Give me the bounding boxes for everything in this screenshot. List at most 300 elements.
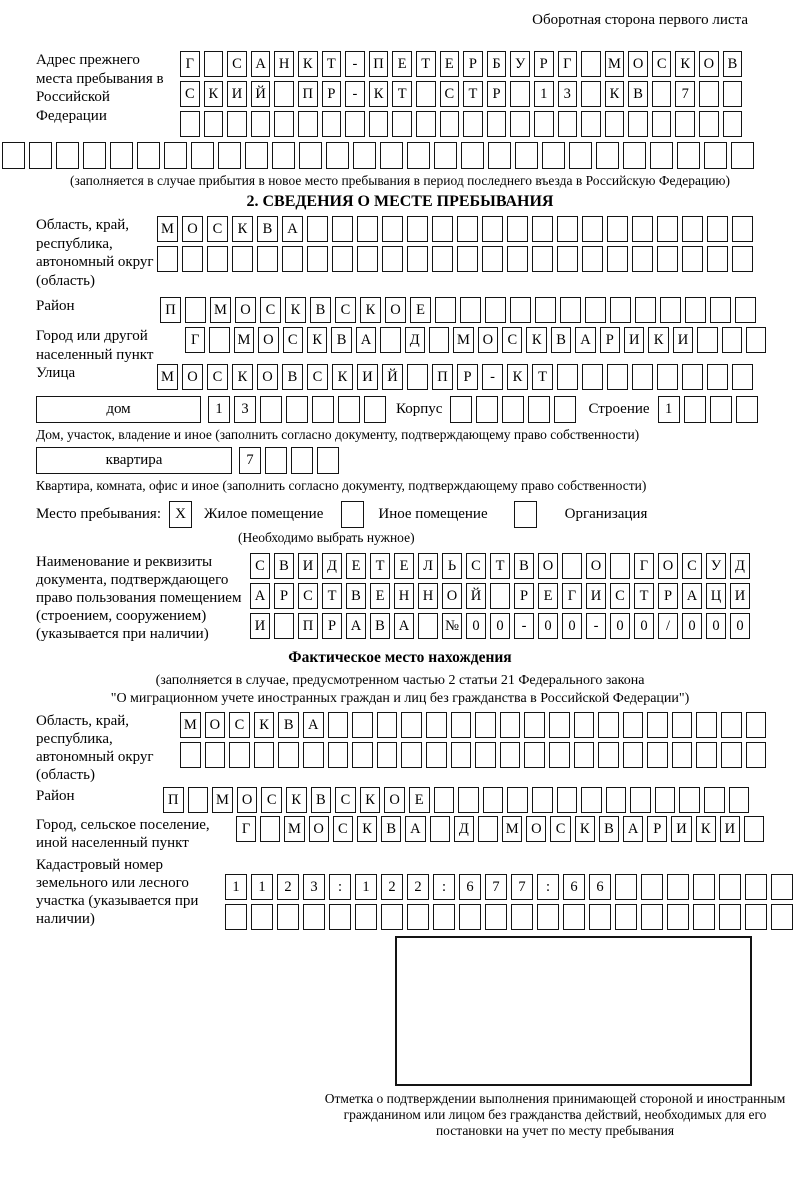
char-cell[interactable]: М — [180, 712, 201, 738]
char-cell[interactable]: 7 — [239, 447, 261, 474]
char-cell[interactable]: К — [285, 297, 306, 323]
char-cell[interactable]: Т — [490, 553, 510, 579]
char-cell[interactable]: В — [599, 816, 619, 842]
char-cell[interactable] — [719, 904, 741, 930]
char-cell[interactable]: 2 — [381, 874, 403, 900]
char-cell[interactable]: О — [586, 553, 606, 579]
char-cell[interactable] — [655, 787, 676, 813]
char-cell[interactable]: М — [605, 51, 625, 77]
char-cell[interactable] — [432, 246, 453, 272]
char-cell[interactable] — [569, 142, 592, 169]
char-cell[interactable] — [732, 246, 753, 272]
char-cell[interactable]: С — [335, 297, 356, 323]
char-cell[interactable] — [682, 246, 703, 272]
char-cell[interactable] — [260, 396, 282, 423]
char-cell[interactable] — [598, 712, 619, 738]
char-cell[interactable] — [254, 742, 275, 768]
char-cell[interactable] — [381, 904, 403, 930]
char-cell[interactable]: Й — [251, 81, 271, 107]
char-cell[interactable] — [164, 142, 187, 169]
char-cell[interactable] — [435, 297, 456, 323]
checkbox-residential[interactable]: X — [169, 501, 192, 528]
char-cell[interactable]: Е — [409, 787, 430, 813]
char-cell[interactable] — [558, 111, 578, 137]
char-cell[interactable] — [707, 216, 728, 242]
char-cell[interactable]: Т — [416, 51, 436, 77]
char-cell[interactable] — [710, 396, 732, 423]
char-cell[interactable]: Т — [322, 51, 342, 77]
char-cell[interactable] — [632, 364, 653, 390]
char-cell[interactable]: И — [720, 816, 740, 842]
char-cell[interactable]: 1 — [251, 874, 273, 900]
char-cell[interactable] — [157, 246, 178, 272]
char-cell[interactable] — [328, 712, 349, 738]
char-cell[interactable]: 0 — [562, 613, 582, 639]
char-cell[interactable]: № — [442, 613, 462, 639]
char-cell[interactable] — [632, 216, 653, 242]
char-cell[interactable]: 3 — [303, 874, 325, 900]
char-cell[interactable] — [352, 712, 373, 738]
char-cell[interactable] — [511, 904, 533, 930]
char-cell[interactable]: Е — [392, 51, 412, 77]
char-cell[interactable] — [260, 816, 280, 842]
char-cell[interactable] — [278, 742, 299, 768]
char-cell[interactable] — [482, 246, 503, 272]
char-cell[interactable] — [581, 787, 602, 813]
char-cell[interactable] — [110, 142, 133, 169]
char-cell[interactable] — [721, 712, 742, 738]
char-cell[interactable] — [557, 787, 578, 813]
char-cell[interactable] — [457, 216, 478, 242]
char-cell[interactable]: С — [682, 553, 702, 579]
char-cell[interactable]: Е — [346, 553, 366, 579]
char-cell[interactable]: 0 — [610, 613, 630, 639]
char-cell[interactable] — [615, 874, 637, 900]
char-cell[interactable]: : — [433, 874, 455, 900]
char-cell[interactable]: 1 — [658, 396, 680, 423]
char-cell[interactable]: К — [332, 364, 353, 390]
char-cell[interactable]: 6 — [563, 874, 585, 900]
char-cell[interactable] — [191, 142, 214, 169]
char-cell[interactable]: Л — [418, 553, 438, 579]
char-cell[interactable] — [463, 111, 483, 137]
char-cell[interactable] — [672, 742, 693, 768]
char-cell[interactable]: П — [432, 364, 453, 390]
char-cell[interactable]: М — [453, 327, 473, 353]
char-cell[interactable] — [615, 904, 637, 930]
char-cell[interactable] — [180, 111, 200, 137]
char-cell[interactable]: В — [551, 327, 571, 353]
char-cell[interactable]: 0 — [682, 613, 702, 639]
char-cell[interactable]: - — [586, 613, 606, 639]
char-cell[interactable]: Е — [370, 583, 390, 609]
char-cell[interactable] — [426, 742, 447, 768]
char-cell[interactable]: Р — [322, 81, 342, 107]
char-cell[interactable]: В — [310, 297, 331, 323]
char-cell[interactable] — [650, 142, 673, 169]
char-cell[interactable]: 1 — [208, 396, 230, 423]
char-cell[interactable] — [303, 904, 325, 930]
char-cell[interactable] — [524, 742, 545, 768]
char-cell[interactable] — [274, 613, 294, 639]
char-cell[interactable] — [605, 111, 625, 137]
char-cell[interactable]: К — [357, 816, 377, 842]
char-cell[interactable]: / — [658, 613, 678, 639]
char-cell[interactable] — [83, 142, 106, 169]
char-cell[interactable] — [204, 111, 224, 137]
char-cell[interactable] — [357, 246, 378, 272]
char-cell[interactable] — [227, 111, 247, 137]
char-cell[interactable]: Р — [322, 613, 342, 639]
char-cell[interactable] — [510, 297, 531, 323]
char-cell[interactable] — [459, 904, 481, 930]
char-cell[interactable]: К — [675, 51, 695, 77]
char-cell[interactable]: А — [394, 613, 414, 639]
char-cell[interactable] — [657, 246, 678, 272]
char-cell[interactable] — [736, 396, 758, 423]
char-cell[interactable]: 7 — [485, 874, 507, 900]
char-cell[interactable] — [251, 111, 271, 137]
char-cell[interactable]: С — [229, 712, 250, 738]
char-cell[interactable]: 7 — [675, 81, 695, 107]
char-cell[interactable]: С — [502, 327, 522, 353]
char-cell[interactable] — [257, 246, 278, 272]
char-cell[interactable]: М — [284, 816, 304, 842]
char-cell[interactable]: С — [466, 553, 486, 579]
char-cell[interactable]: М — [502, 816, 522, 842]
char-cell[interactable]: Й — [382, 364, 403, 390]
char-cell[interactable] — [542, 142, 565, 169]
char-cell[interactable] — [407, 364, 428, 390]
char-cell[interactable]: 2 — [277, 874, 299, 900]
char-cell[interactable]: Н — [418, 583, 438, 609]
char-cell[interactable] — [332, 216, 353, 242]
char-cell[interactable] — [355, 904, 377, 930]
char-cell[interactable]: Ц — [706, 583, 726, 609]
char-cell[interactable] — [682, 364, 703, 390]
char-cell[interactable]: : — [329, 874, 351, 900]
char-cell[interactable]: А — [682, 583, 702, 609]
char-cell[interactable] — [657, 216, 678, 242]
char-cell[interactable]: 7 — [511, 874, 533, 900]
char-cell[interactable] — [581, 81, 601, 107]
char-cell[interactable]: С — [261, 787, 282, 813]
char-cell[interactable] — [723, 81, 743, 107]
char-cell[interactable] — [401, 742, 422, 768]
char-cell[interactable]: 2 — [407, 874, 429, 900]
char-cell[interactable]: О — [182, 364, 203, 390]
char-cell[interactable] — [660, 297, 681, 323]
char-cell[interactable]: С — [207, 364, 228, 390]
char-cell[interactable] — [475, 742, 496, 768]
char-cell[interactable] — [205, 742, 226, 768]
char-cell[interactable] — [607, 246, 628, 272]
char-cell[interactable] — [29, 142, 52, 169]
char-cell[interactable] — [532, 246, 553, 272]
char-cell[interactable] — [510, 81, 530, 107]
char-cell[interactable] — [699, 81, 719, 107]
char-cell[interactable] — [679, 787, 700, 813]
char-cell[interactable]: Н — [274, 51, 294, 77]
char-cell[interactable] — [352, 742, 373, 768]
char-cell[interactable] — [500, 712, 521, 738]
char-cell[interactable] — [623, 742, 644, 768]
checkbox-organization[interactable] — [514, 501, 537, 528]
char-cell[interactable]: С — [298, 583, 318, 609]
char-cell[interactable] — [377, 742, 398, 768]
char-cell[interactable] — [532, 787, 553, 813]
char-cell[interactable] — [771, 874, 793, 900]
char-cell[interactable]: М — [157, 364, 178, 390]
char-cell[interactable] — [488, 142, 511, 169]
char-cell[interactable] — [478, 816, 498, 842]
char-cell[interactable]: С — [260, 297, 281, 323]
char-cell[interactable]: М — [157, 216, 178, 242]
char-cell[interactable]: 1 — [225, 874, 247, 900]
char-cell[interactable]: 1 — [355, 874, 377, 900]
char-cell[interactable] — [524, 712, 545, 738]
char-cell[interactable] — [291, 447, 313, 474]
char-cell[interactable]: Н — [394, 583, 414, 609]
char-cell[interactable]: О — [182, 216, 203, 242]
char-cell[interactable]: 0 — [490, 613, 510, 639]
char-cell[interactable] — [502, 396, 524, 423]
char-cell[interactable]: Е — [440, 51, 460, 77]
char-cell[interactable]: 0 — [634, 613, 654, 639]
char-cell[interactable] — [628, 111, 648, 137]
char-cell[interactable]: С — [550, 816, 570, 842]
char-cell[interactable] — [274, 81, 294, 107]
char-cell[interactable] — [697, 327, 717, 353]
char-cell[interactable]: Г — [236, 816, 256, 842]
char-cell[interactable] — [232, 246, 253, 272]
char-cell[interactable] — [274, 111, 294, 137]
char-cell[interactable] — [582, 364, 603, 390]
char-cell[interactable] — [416, 81, 436, 107]
char-cell[interactable]: С — [335, 787, 356, 813]
char-cell[interactable] — [722, 327, 742, 353]
char-cell[interactable]: А — [356, 327, 376, 353]
char-cell[interactable]: 6 — [459, 874, 481, 900]
char-cell[interactable] — [652, 111, 672, 137]
char-cell[interactable]: Б — [487, 51, 507, 77]
char-cell[interactable]: О — [699, 51, 719, 77]
char-cell[interactable] — [298, 111, 318, 137]
char-cell[interactable] — [380, 142, 403, 169]
char-cell[interactable]: Г — [185, 327, 205, 353]
char-cell[interactable] — [369, 111, 389, 137]
char-cell[interactable]: - — [482, 364, 503, 390]
char-cell[interactable]: Р — [514, 583, 534, 609]
char-cell[interactable] — [433, 904, 455, 930]
char-cell[interactable]: И — [671, 816, 691, 842]
char-cell[interactable] — [188, 787, 209, 813]
char-cell[interactable]: К — [307, 327, 327, 353]
char-cell[interactable] — [535, 297, 556, 323]
char-cell[interactable] — [407, 142, 430, 169]
char-cell[interactable] — [451, 742, 472, 768]
char-cell[interactable] — [745, 874, 767, 900]
char-cell[interactable] — [429, 327, 449, 353]
char-cell[interactable]: С — [250, 553, 270, 579]
char-cell[interactable]: О — [478, 327, 498, 353]
char-cell[interactable] — [667, 904, 689, 930]
char-cell[interactable]: О — [309, 816, 329, 842]
char-cell[interactable]: В — [381, 816, 401, 842]
char-cell[interactable] — [434, 787, 455, 813]
char-cell[interactable] — [407, 904, 429, 930]
char-cell[interactable]: П — [369, 51, 389, 77]
char-cell[interactable] — [245, 142, 268, 169]
char-cell[interactable] — [312, 396, 334, 423]
char-cell[interactable]: Е — [394, 553, 414, 579]
char-cell[interactable]: С — [307, 364, 328, 390]
char-cell[interactable] — [746, 712, 767, 738]
char-cell[interactable]: Р — [274, 583, 294, 609]
char-cell[interactable] — [265, 447, 287, 474]
char-cell[interactable]: О — [385, 297, 406, 323]
char-cell[interactable] — [596, 142, 619, 169]
char-cell[interactable] — [696, 712, 717, 738]
char-cell[interactable]: А — [405, 816, 425, 842]
char-cell[interactable] — [303, 742, 324, 768]
char-cell[interactable] — [672, 712, 693, 738]
char-cell[interactable]: О — [526, 816, 546, 842]
char-cell[interactable]: 6 — [589, 874, 611, 900]
char-cell[interactable]: С — [610, 583, 630, 609]
char-cell[interactable]: А — [575, 327, 595, 353]
char-cell[interactable] — [685, 297, 706, 323]
char-cell[interactable]: Т — [322, 583, 342, 609]
char-cell[interactable] — [407, 216, 428, 242]
char-cell[interactable] — [707, 364, 728, 390]
char-cell[interactable]: У — [706, 553, 726, 579]
char-cell[interactable] — [185, 297, 206, 323]
char-cell[interactable] — [307, 216, 328, 242]
char-cell[interactable] — [557, 364, 578, 390]
char-cell[interactable] — [430, 816, 450, 842]
char-cell[interactable] — [560, 297, 581, 323]
char-cell[interactable]: С — [333, 816, 353, 842]
char-cell[interactable]: А — [250, 583, 270, 609]
char-cell[interactable]: С — [207, 216, 228, 242]
char-cell[interactable] — [657, 364, 678, 390]
char-cell[interactable]: В — [311, 787, 332, 813]
char-cell[interactable]: Р — [658, 583, 678, 609]
char-cell[interactable] — [647, 712, 668, 738]
char-cell[interactable] — [532, 216, 553, 242]
char-cell[interactable] — [328, 742, 349, 768]
char-cell[interactable] — [510, 111, 530, 137]
char-cell[interactable] — [282, 246, 303, 272]
char-cell[interactable] — [490, 583, 510, 609]
char-cell[interactable]: А — [623, 816, 643, 842]
char-cell[interactable]: 3 — [234, 396, 256, 423]
char-cell[interactable] — [332, 246, 353, 272]
char-cell[interactable]: Т — [532, 364, 553, 390]
char-cell[interactable] — [623, 142, 646, 169]
char-cell[interactable] — [299, 142, 322, 169]
char-cell[interactable]: К — [254, 712, 275, 738]
char-cell[interactable] — [382, 216, 403, 242]
char-cell[interactable]: О — [237, 787, 258, 813]
char-cell[interactable]: Г — [562, 583, 582, 609]
char-cell[interactable] — [457, 246, 478, 272]
char-cell[interactable] — [392, 111, 412, 137]
char-cell[interactable] — [557, 246, 578, 272]
char-cell[interactable] — [345, 111, 365, 137]
char-cell[interactable]: К — [605, 81, 625, 107]
char-cell[interactable] — [426, 712, 447, 738]
char-cell[interactable] — [317, 447, 339, 474]
char-cell[interactable] — [598, 742, 619, 768]
char-cell[interactable] — [623, 712, 644, 738]
char-cell[interactable] — [461, 142, 484, 169]
char-cell[interactable]: О — [205, 712, 226, 738]
char-cell[interactable] — [229, 742, 250, 768]
char-cell[interactable]: П — [163, 787, 184, 813]
char-cell[interactable] — [528, 396, 550, 423]
char-cell[interactable] — [581, 51, 601, 77]
char-cell[interactable] — [209, 327, 229, 353]
char-cell[interactable]: Р — [534, 51, 554, 77]
char-cell[interactable]: Г — [634, 553, 654, 579]
char-cell[interactable]: А — [282, 216, 303, 242]
char-cell[interactable]: С — [652, 51, 672, 77]
char-cell[interactable] — [693, 874, 715, 900]
char-cell[interactable]: И — [730, 583, 750, 609]
char-cell[interactable] — [500, 742, 521, 768]
char-cell[interactable]: - — [514, 613, 534, 639]
char-cell[interactable] — [286, 396, 308, 423]
char-cell[interactable] — [307, 246, 328, 272]
char-cell[interactable]: В — [628, 81, 648, 107]
char-cell[interactable] — [485, 297, 506, 323]
char-cell[interactable] — [137, 142, 160, 169]
char-cell[interactable] — [581, 111, 601, 137]
char-cell[interactable] — [554, 396, 576, 423]
char-cell[interactable] — [745, 904, 767, 930]
char-cell[interactable]: : — [537, 874, 559, 900]
char-cell[interactable]: Е — [538, 583, 558, 609]
char-cell[interactable] — [507, 246, 528, 272]
char-cell[interactable] — [416, 111, 436, 137]
char-cell[interactable]: И — [250, 613, 270, 639]
char-cell[interactable]: К — [204, 81, 224, 107]
char-cell[interactable] — [329, 904, 351, 930]
char-cell[interactable]: - — [345, 81, 365, 107]
char-cell[interactable]: М — [234, 327, 254, 353]
char-cell[interactable]: Р — [647, 816, 667, 842]
char-cell[interactable] — [450, 396, 472, 423]
char-cell[interactable]: К — [360, 787, 381, 813]
char-cell[interactable] — [641, 874, 663, 900]
char-cell[interactable]: П — [160, 297, 181, 323]
char-cell[interactable]: Т — [392, 81, 412, 107]
char-cell[interactable] — [719, 874, 741, 900]
char-cell[interactable] — [729, 787, 750, 813]
char-cell[interactable] — [607, 364, 628, 390]
char-cell[interactable] — [225, 904, 247, 930]
char-cell[interactable] — [632, 246, 653, 272]
char-cell[interactable]: 3 — [558, 81, 578, 107]
char-cell[interactable]: 0 — [730, 613, 750, 639]
char-cell[interactable] — [483, 787, 504, 813]
char-cell[interactable]: К — [286, 787, 307, 813]
char-cell[interactable] — [534, 111, 554, 137]
char-cell[interactable] — [721, 742, 742, 768]
char-cell[interactable] — [432, 216, 453, 242]
